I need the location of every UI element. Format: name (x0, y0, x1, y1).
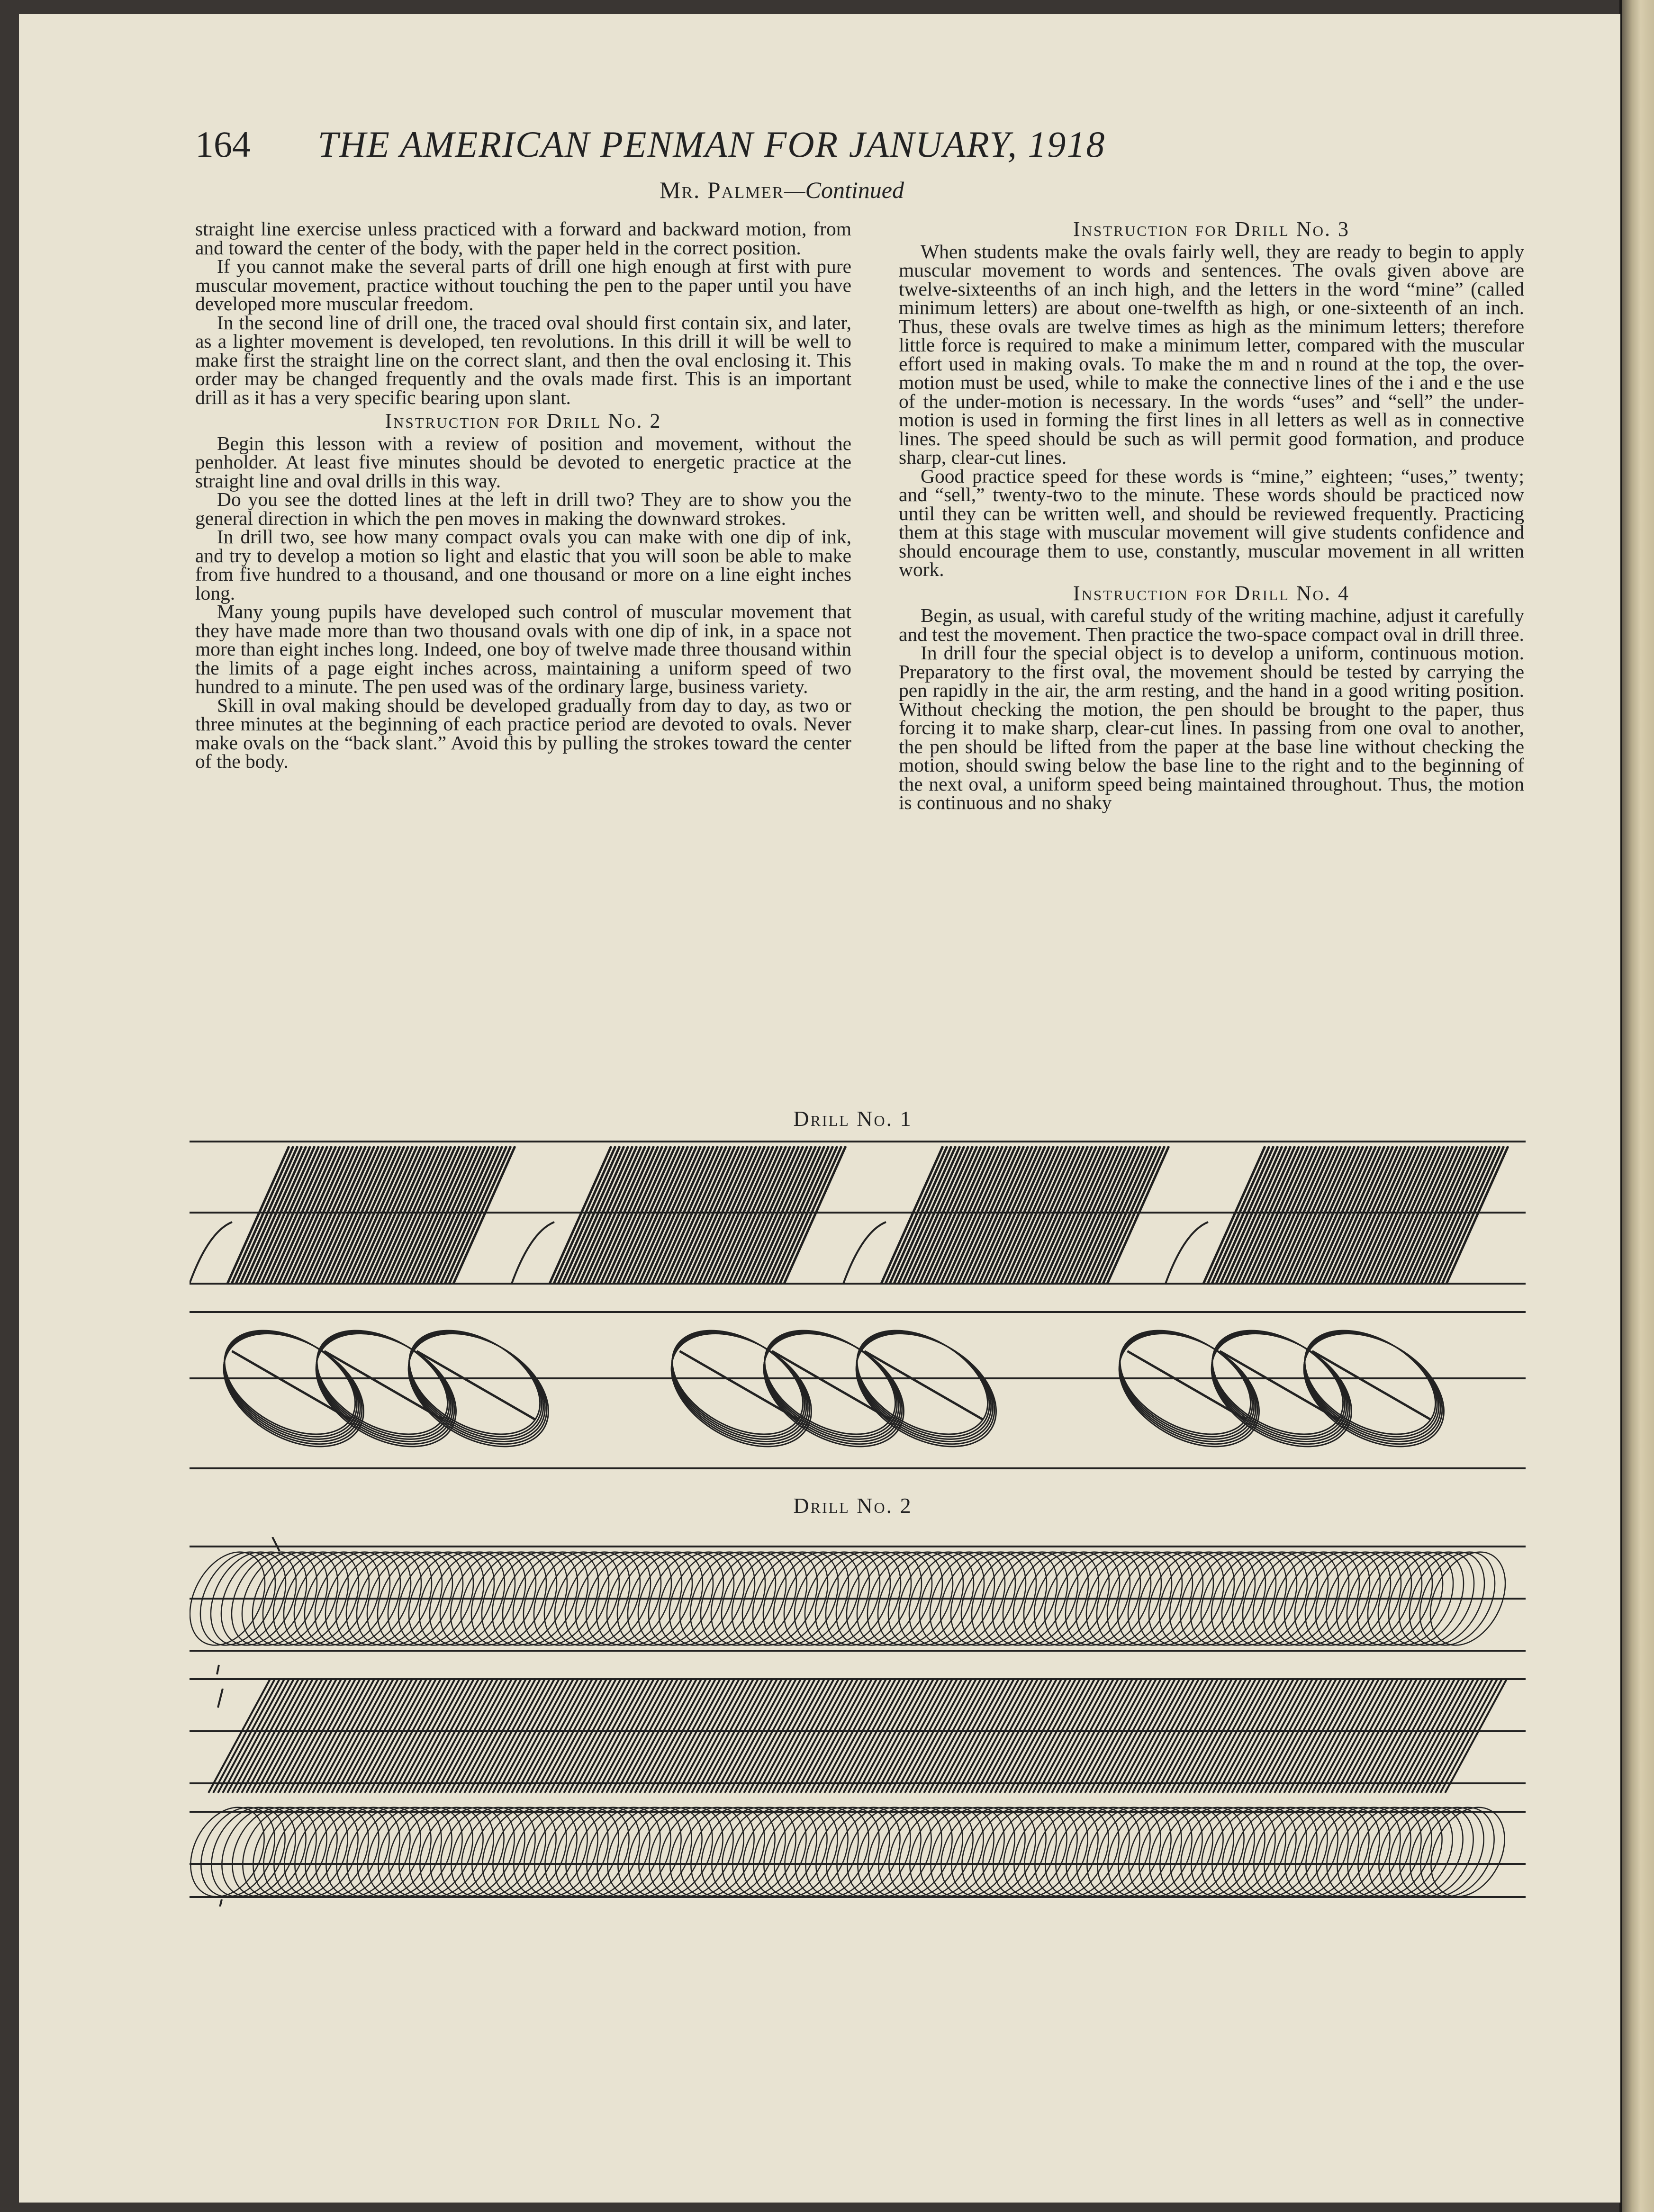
paragraph: Do you see the dotted lines at the left in drill two? They are to show you the general direction in which the pen moves in making the downward strokes. (195, 488, 851, 529)
paragraph: Skill in oval making should be developed gradually from day to day, as two or three minutes at the beginning of each practice period are devoted to ovals. Never make ovals on the “back slant.” Avoid this by pulling the strokes toward the center of the body. (195, 694, 851, 772)
paragraph: In drill four the special object is to develop a uniform, continuous motion. Preparatory to the first oval, the movement should be tested by carrying the pen rapidly in the air, the arm resting, and the hand in a good writing position. Without checking the motion, the pen should be brought to the paper, thus forcing it to make sharp, clear-cut lines. In passing from one oval to another, the pen should be lifted from the paper at the base line without checking the motion, should swing below the base line to the right and to the beginning of the next oval, a uniform speed being maintained throughout. Thus, the motion is continuous and no shaky (899, 642, 1524, 813)
drill-1-label: Drill No. 1 (793, 1106, 913, 1131)
direction-tick (219, 1899, 222, 1906)
right-column (899, 220, 1524, 1110)
direction-tick (218, 1689, 223, 1708)
section-heading-drill-4: Instruction for Drill No. 4 (1073, 581, 1350, 605)
running-title: THE AMERICAN PENMAN FOR JANUARY, 1918 (317, 124, 1106, 165)
drill-2-illustration (190, 1537, 1526, 1906)
slant-block (843, 1146, 1169, 1284)
paragraph: If you cannot make the several parts of drill one high enough at first with pure muscular movement, practice without touching the pen to the paper until you have developed more muscular freedom. (195, 255, 851, 315)
traced-oval (1282, 1309, 1464, 1470)
author-name: Mr. Palmer (660, 177, 785, 203)
slant-block (190, 1146, 515, 1284)
traced-oval (387, 1309, 568, 1470)
left-column (195, 220, 851, 1110)
section-heading-drill-3: Instruction for Drill No. 3 (1073, 220, 1350, 241)
section-heading-drill-2: Instruction for Drill No. 2 (385, 409, 662, 432)
page-number: 164 (195, 124, 251, 165)
paragraph: Begin this lesson with a review of position and movement, without the penholder. At least five minutes should be devoted to energetic practice at the straight line and oval drills in this way. (195, 432, 851, 492)
paragraph: Begin, as usual, with careful study of the writing machine, adjust it carefully and test the movement. Then practice the two-space compact oval in drill three. (899, 604, 1524, 645)
continued-suffix: —Continued (784, 177, 904, 203)
book-binding (1620, 0, 1654, 2212)
page-header (195, 114, 1228, 175)
drill-1-illustration (190, 1127, 1526, 1483)
paragraph: Good practice speed for these words is “mine,” eighteen; “uses,” twenty; and “sell,” twenty-two to the minute. These words should be practiced now until they can be written well, and should be reviewed frequently. Practicing them at this stage with muscular movement will give students confidence and should encourage them to use, constantly, muscular movement in all written work. (899, 465, 1524, 580)
drill-2-label: Drill No. 2 (793, 1493, 913, 1518)
paragraph: straight line exercise unless practiced with a forward and backward motion, from and toward the center of the body, with the paper held in the correct position. (195, 220, 851, 259)
compact-line-row (208, 1679, 1507, 1793)
paragraph: Many young pupils have developed such control of muscular movement that they have made more than two thousand ovals with one dip of ink, in a space not more than eight inches long. Indeed, one boy of twelve made three thousand within the limits of a page eight inches across, maintaining a uniform speed of two hundred to a minute. The pen used was of the ordinary large, business variety. (195, 601, 851, 697)
paragraph: In the second line of drill one, the traced oval should first contain six, and later, as a lighter movement is developed, ten revolutions. In this drill it will be well to make first the straight line on the correct slant, and then the oval enclosing it. This order may be changed frequently and the ovals made first. This is an important drill as it has a very specific bearing upon slant. (195, 311, 851, 408)
slant-block (1166, 1146, 1508, 1284)
paragraph: In drill two, see how many compact ovals you can make with one dip of ink, and try to develop a motion so light and elastic that you will soon be able to make from five hundred to a thousand, and one thousand or more on a line eight inches long. (195, 526, 851, 604)
direction-tick (217, 1665, 219, 1674)
traced-oval (834, 1309, 1016, 1470)
continued-heading (569, 176, 995, 204)
direction-tick (272, 1537, 280, 1551)
paragraph: When students make the ovals fairly well, they are ready to begin to apply muscular movement to words and sentences. The ovals given above are twelve-sixteenths of an inch high, and the letters in the word “mine” (called minimum letters) are about one-twelfth as high, or one-sixteenth of an inch. Thus, these ovals are twelve times as high as the minimum letters; therefore little force is required to make a minimum letter, compared with the muscular effort used in making ovals. To make the m and n round at the top, the over-motion must be used, while to make the connective lines of the i and e the use of the under-motion is necessary. In the words “uses” and “sell” the under-motion is used in forming the first lines in all letters as well as in connective lines. The speed should be such as will permit good formation, and produce sharp, clear-cut lines. (899, 240, 1524, 468)
slant-block (512, 1146, 846, 1284)
